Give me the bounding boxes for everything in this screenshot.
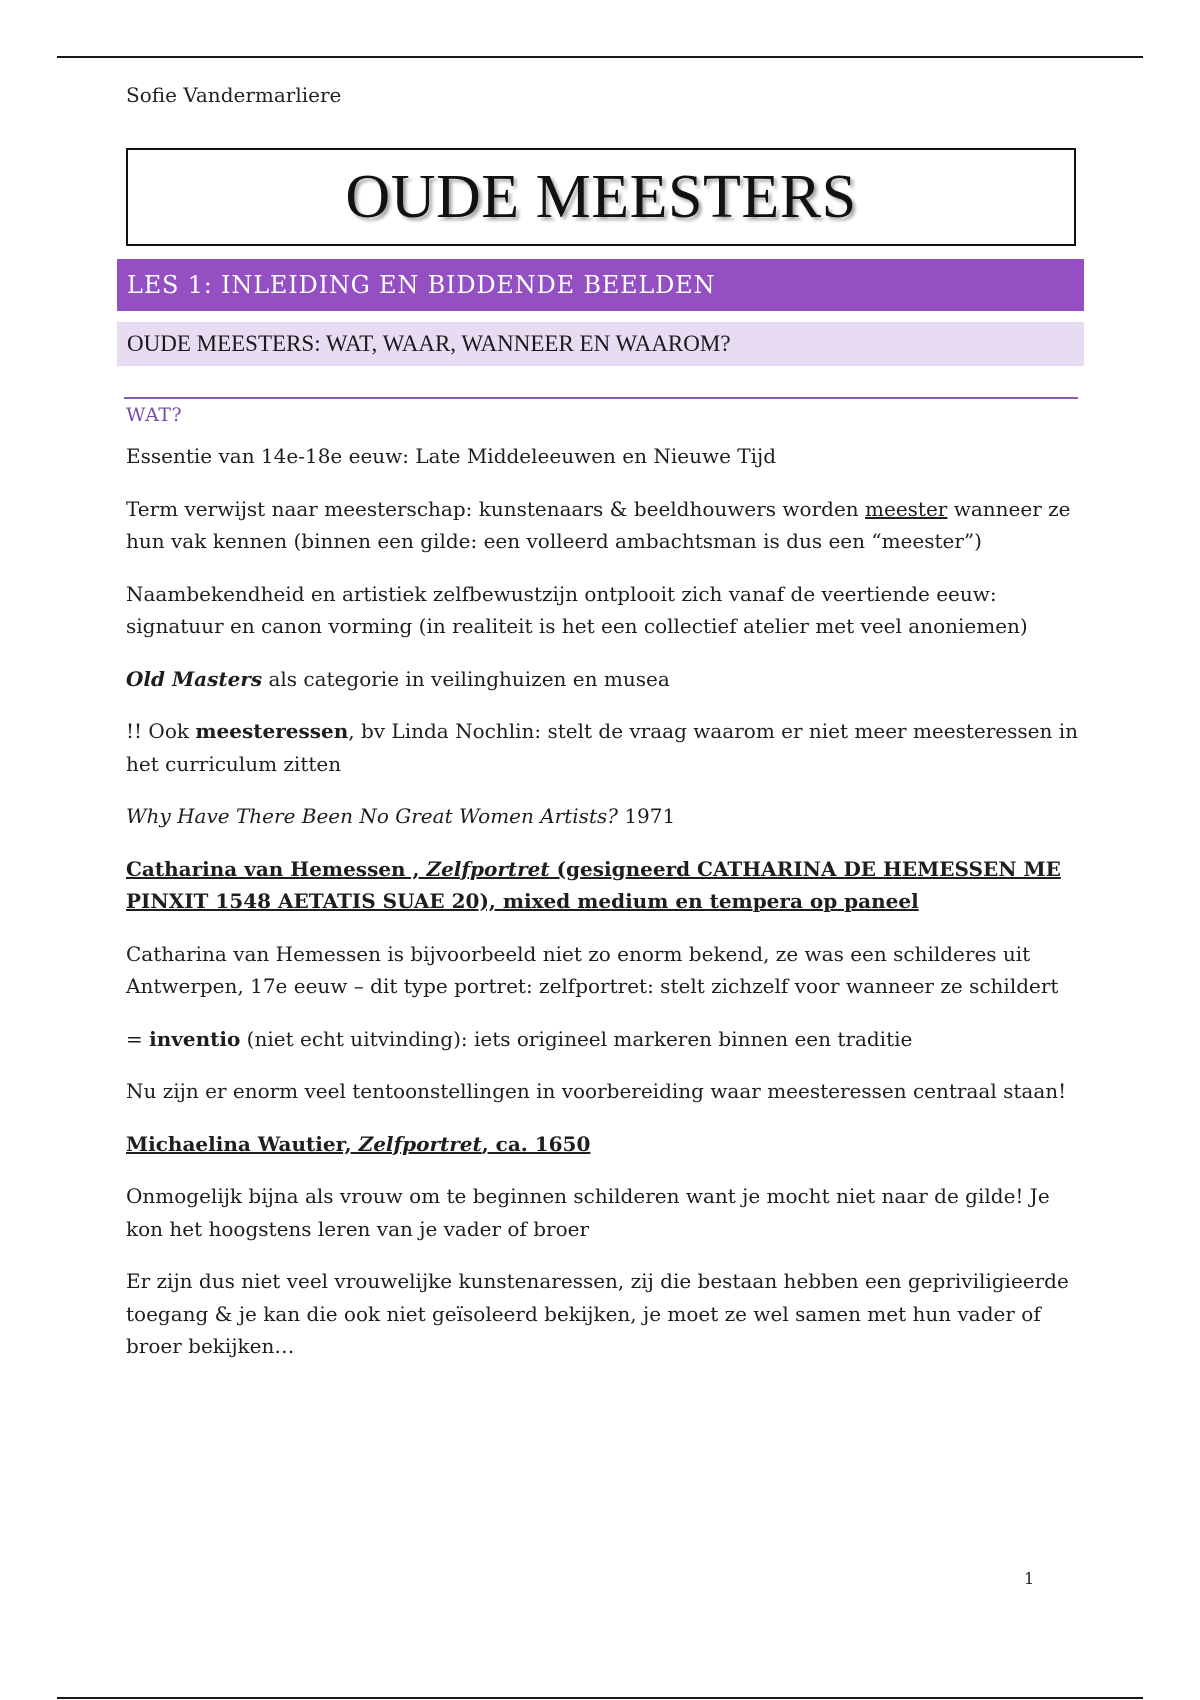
page-number: 1 xyxy=(1024,1569,1035,1588)
bold-term: inventio xyxy=(149,1026,241,1051)
paragraph: Nu zijn er enorm veel tentoonstellingen in voorbereiding waar meesteressen centraal staan! xyxy=(126,1079,1067,1103)
document-title: OUDE MEESTERS xyxy=(345,162,857,231)
paragraph: = inventio (niet echt uitvinding): iets origineel markeren binnen een traditie xyxy=(126,1026,913,1051)
heading-rule xyxy=(124,397,1078,399)
paragraph: Er zijn dus niet veel vrouwelijke kunstenaressen, zij die bestaan hebben een gepriviligieerde toegang & je kan die ook niet geïsoleerd bekijken, je moet ze wel samen met hun vader of broer bekijken… xyxy=(126,1269,1069,1358)
artwork-caption: Michaelina Wautier, Zelfportret, ca. 1650 xyxy=(126,1131,591,1156)
paragraph: Term verwijst naar meesterschap: kunstenaars & beeldhouwers worden meester wanneer ze hun vak kennen (binnen een gilde: een volleerd ambachtsman is dus een “meester”) xyxy=(126,496,1071,553)
paragraph: Essentie van 14e-18e eeuw: Late Middeleeuwen en Nieuwe Tijd xyxy=(126,444,777,468)
bold-term: meesteressen xyxy=(195,719,349,743)
book-title: Why Have There Been No Great Women Artists? xyxy=(126,804,618,828)
underlined-term: meester xyxy=(865,496,948,521)
author-name: Sofie Vandermarliere xyxy=(126,83,342,107)
document-title-box xyxy=(126,148,1076,246)
paragraph: Naambekendheid en artistiek zelfbewustzijn ontplooit zich vanaf de veertiende eeuw: signatuur en canon vorming (in realiteit is het een collectief atelier met veel anoniemen) xyxy=(126,581,1028,638)
paragraph: Catharina van Hemessen is bijvoorbeeld niet zo enorm bekend, ze was een schilderes uit Antwerpen, 17e eeuw – dit type portret: zelfportret: stelt zichzelf voor wanneer ze schildert xyxy=(126,941,1059,998)
paragraph: Onmogelijk bijna als vrouw om te beginnen schilderen want je mocht niet naar de gilde! Je kon het hoogstens leren van je vader of broer xyxy=(126,1184,1050,1241)
paragraph: !! Ook meesteressen, bv Linda Nochlin: stelt de vraag waarom er niet meer meesteressen in het curriculum zitten xyxy=(126,719,1079,776)
bottom-rule xyxy=(57,1697,1143,1699)
paragraph: Why Have There Been No Great Women Artists? 1971 xyxy=(126,804,676,828)
subsection-heading: OUDE MEESTERS: WAT, WAAR, WANNEER EN WAAROM? xyxy=(117,322,1084,366)
document-body xyxy=(126,440,1081,1383)
artwork-caption: Catharina van Hemessen , Zelfportret (gesigneerd CATHARINA DE HEMESSEN ME PINXIT 1548 AETATIS SUAE 20), mixed medium en tempera op paneel xyxy=(126,856,1061,913)
emphasized-term: Old Masters xyxy=(126,666,263,691)
minor-heading-wat: WAT? xyxy=(126,404,183,426)
top-rule xyxy=(57,56,1143,58)
paragraph: Old Masters als categorie in veilinghuizen en musea xyxy=(126,666,670,691)
section-heading: LES 1: INLEIDING EN BIDDENDE BEELDEN xyxy=(117,259,1084,311)
